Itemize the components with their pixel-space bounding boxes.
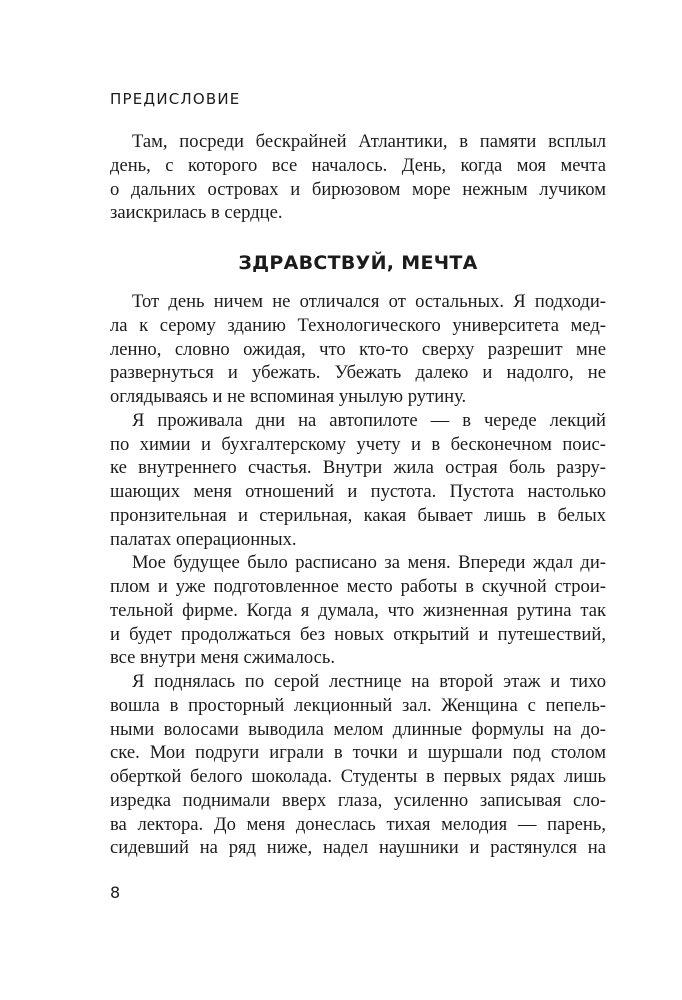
text-line: тельной фирме. Когда я думала, что жизненная рутина так bbox=[110, 599, 606, 621]
text-line: изредка поднимали вверх глаза, усиленно записывая сло- bbox=[110, 789, 606, 811]
text-line: шающих меня отношений и пустота. Пустота настолько bbox=[110, 481, 606, 502]
text-line: Я поднялась по серой лестнице на второй этаж и тихо bbox=[132, 671, 606, 692]
running-head: ПРЕДИСЛОВИЕ bbox=[110, 90, 241, 108]
text-line: ва лектора. До меня донеслась тихая мелодия — парень, bbox=[110, 813, 606, 835]
text-line: о дальних островах и бирюзовом море нежным лучиком bbox=[110, 178, 606, 200]
text-line: Я проживала дни на автопилоте — в череде лекций bbox=[132, 409, 606, 431]
intro-paragraph bbox=[110, 130, 606, 225]
text-line: день, с которого все началось. День, когда моя мечта bbox=[110, 154, 606, 176]
text-line: ла к серому зданию Технологического университета мед- bbox=[110, 314, 606, 336]
text-line: заискрилась в сердце. bbox=[110, 202, 283, 224]
text-line: и будет продолжаться без новых открытий и путешествий, bbox=[110, 623, 606, 645]
text-line: пронзительная и стерильная, какая бывает лишь в белых bbox=[110, 504, 606, 526]
text-line: Мое будущее было расписано за меня. Впереди ждал ди- bbox=[132, 552, 606, 574]
text-line: сидевший на ряд ниже, надел наушники и растянулся на bbox=[110, 837, 606, 859]
text-line: ленно, словно ожидая, что кто-то сверху разрешит мне bbox=[110, 338, 606, 360]
text-line: оглядываясь и не вспоминая унылую рутину. bbox=[110, 386, 467, 407]
text-line: Там, посреди бескрайней Атлантики, в памяти всплыл bbox=[132, 131, 606, 152]
text-line: развернуться и убежать. Убежать далеко и надолго, не bbox=[110, 362, 606, 384]
text-line: вошла в просторный лекционный зал. Женщина с пепель- bbox=[110, 694, 606, 716]
text-line: Тот день ничем не отличался от остальных. Я подходи- bbox=[132, 291, 606, 312]
text-line: по химии и бухгалтерскому учету и в бесконечном поис- bbox=[110, 433, 606, 455]
text-line: ке внутреннего счастья. Внутри жила острая боль разру- bbox=[110, 457, 606, 479]
chapter-body bbox=[110, 290, 606, 860]
text-line: ске. Мои подруги играли в точки и шуршали под столом bbox=[110, 742, 606, 764]
page-number: 8 bbox=[110, 883, 121, 902]
text-line: палатах операционных. bbox=[110, 528, 297, 550]
text-line: ными волосами выводила мелом длинные формулы на до- bbox=[110, 718, 606, 740]
text-line: все внутри меня сжималось. bbox=[110, 647, 336, 669]
chapter-title: ЗДРАВСТВУЙ, МЕЧТА bbox=[238, 252, 478, 274]
text-line: плом и уже подготовленное место работы в скучной строи- bbox=[110, 576, 606, 597]
text-line: оберткой белого шоколада. Студенты в первых рядах лишь bbox=[110, 766, 606, 787]
